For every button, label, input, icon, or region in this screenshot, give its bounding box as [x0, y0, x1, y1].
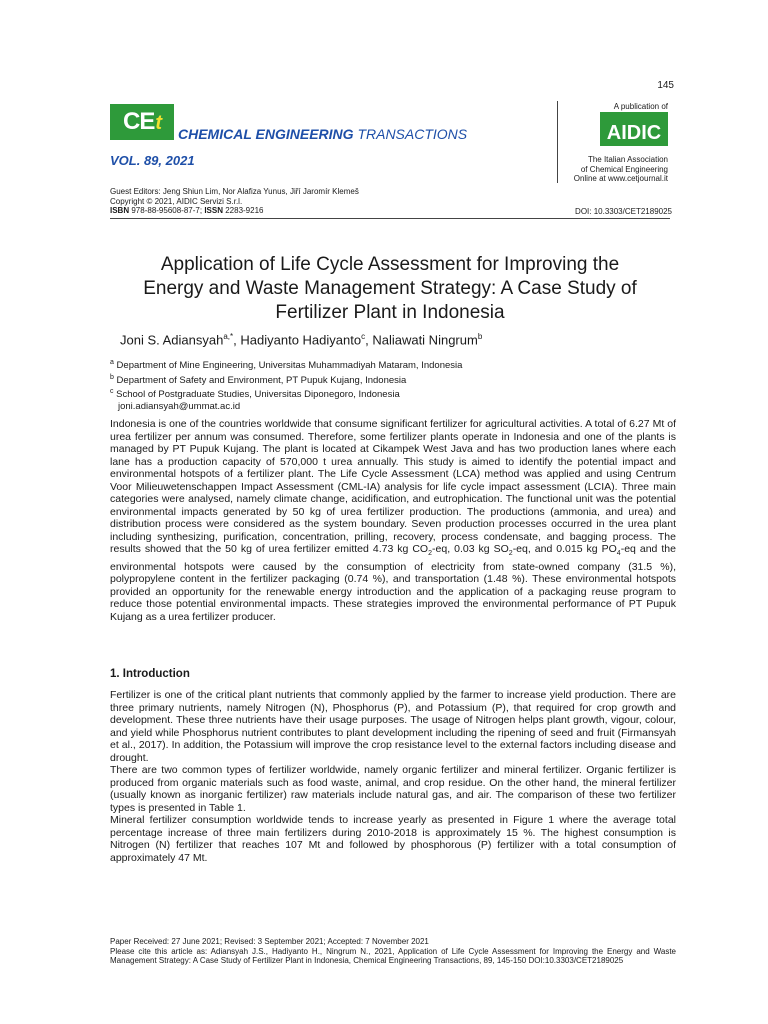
journal-title: CHEMICAL ENGINEERING TRANSACTIONS [178, 126, 468, 142]
footer-citation: Paper Received: 27 June 2021; Revised: 3 September 2021; Accepted: 7 November 2021 Please cite this article as: Adiansyah J.S., Hadiyanto H., Ningrum N., 2021, Application of Life Cycle Assessment for Improving the Energy and Waste Management Strategy: A Case Study of Fertilizer Plant in Indonesia, Chemical Engineering Transactions, 89, 145-150 DOI:10.3303/CET2189025 [110, 937, 676, 965]
intro-paragraph: Fertilizer is one of the critical plant nutrients that commonly applied by the farmer to increase yield production. There are three primary nutrients, namely Nitrogen (N), Phosphorus (P), and Potassium (P), that required for crop growth and development. These three nutrients have their usage purposes. The usage of Nitrogen helps plant growth, vigour, colour, and yield while Phosphorus nutrient contributes to plant development including the ripening of seed and fruit (Firmansyah et al., 2017). In addition, the Potassium will improve the crop resistance level to the external factors including disease and drought. [110, 689, 676, 764]
aidic-logo: AIDIC [600, 112, 668, 146]
publication-of-label: A publication of [613, 102, 668, 111]
affiliations: $^a$ Department of Mine Engineering, Universitas Muhammadiyah Mataram, Indonesia $^b$ Department of Safety and Environment, PT Pupuk Kujang, Indonesia $^c$ School of Postgraduate Studies, Universitas Diponegoro, Indonesia joni.adiansyah@ummat.ac.id [110, 359, 463, 412]
publisher-info: The Italian Association of Chemical Engineering Online at www.cetjournal.it [573, 155, 668, 183]
doi-label: DOI: 10.3303/CET2189025 [575, 207, 672, 216]
corresponding-email: joni.adiansyah@ummat.ac.id [118, 400, 241, 412]
editors-block: Guest Editors: Jeng Shiun Lim, Nor Alafiza Yunus, Jiří Jaromír Klemeš Copyright © 2021, AIDIC Servizi S.r.l. ISBN 978-88-95608-87-7; ISSN 2283-9216 [110, 187, 359, 215]
abstract: Indonesia is one of the countries worldwide that consume significant fertilizer for agricultural activities. A total of 6.27 Mt of urea fertilizer per annum was consumed. Therefore, some fertilizer plants operate in Indonesia and one of the plants is managed by PT Pupuk Kujang. The plant is located at Cikampek West Java and has two production lanes where each lane has a production capacity of 570,000 t urea annually. This study is aimed to identify the potential impact and environmental hotspots of a fertilizer plant. The Life Cycle Assessment (LCA) method was applied and using Centrum Voor Milieuwetenschappen Impact Assessment (CML-IA) analysis for life cycle impact assessment (LCIA). Three main categories were analysed, namely climate change, acidification, and eutrophication. The functional unit was the potential environmental impacts generated by 50 kg of urea fertilizer production. The productions (ammonia, and urea) and distribution process were considered as the system boundary. Seven production processes occurred in the urea plant including synthesizing, purification, concentration, prilling, recovery, process condensate, and bagging process. The results showed that the 50 kg of urea fertilizer emitted 4.73 kg $CO_2-eq$, 0.03 kg $SO_2-eq$, and 0.015 kg $PO_4-eq$ and the environmental hotspots were caused by the consumption of electricity from state-owned company (31.5 %), polypropylene content in the fertilizer packaging (0.74 %), and transportation (1.48 %). These environmental hotspots provided an opportunity for the renewable energy introduction and the application of a packaging reuse program to reduce those potential environmental impacts. These strategies improved the environmental performance of PT Pupuk Kujang as a urea fertilizer producer. [110, 418, 676, 623]
cet-logo [110, 104, 174, 140]
authors: Joni S. Adiansyah$^{a,*}$, Hadiyanto Hadiyanto$^c$, Naliawati Ningrum$^b$ [120, 332, 483, 348]
section-heading-introduction: 1. Introduction [110, 668, 190, 680]
header-divider [557, 101, 558, 183]
paper-title: Application of Life Cycle Assessment for Improving the Energy and Waste Management Strategy: A Case Study of Fertilizer Plant in Indonesia [143, 254, 637, 323]
header-rule [110, 218, 670, 219]
journal-volume: VOL. 89, 2021 [110, 153, 195, 168]
intro-paragraph: There are two common types of fertilizer worldwide, namely organic fertilizer and mineral fertilizer. Organic fertilizer is produced from organic materials such as food waste, animal, and crop residue. On the other hand, the mineral fertilizer (usually known as inorganic fertilizer) raw materials include natural gas, and air. The comparison of these two fertilizer types is presented in Table 1. [110, 764, 676, 814]
introduction-body [110, 689, 676, 864]
page-number: 145 [657, 80, 674, 91]
cet-logo-text: CEt [122, 108, 161, 135]
intro-paragraph: Mineral fertilizer consumption worldwide tends to increase yearly as presented in Figure 1 where the average total percentage increase of three main fertilizers during 2010-2018 is approximately 15 %. The highest consumption is Nitrogen (N) fertilizer that reaches 107 Mt and followed by phosphorous (P) fertilizer with a total consumption of approximately 47 Mt. [110, 814, 676, 864]
